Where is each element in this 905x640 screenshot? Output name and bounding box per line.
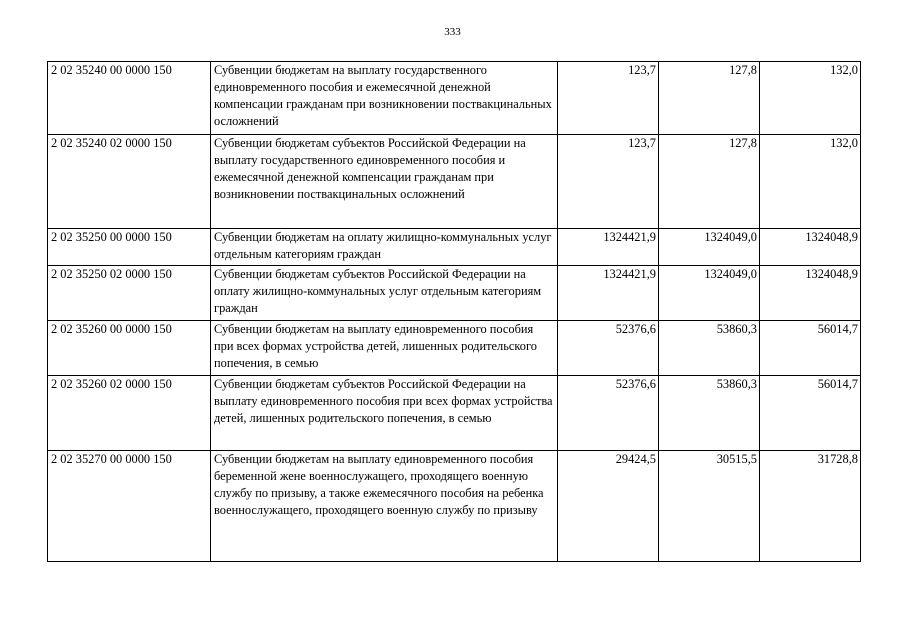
row-code: 2 02 35250 02 0000 150 [48, 266, 211, 321]
row-value-1: 123,7 [558, 135, 659, 229]
row-value-1: 123,7 [558, 62, 659, 135]
table-row [48, 321, 861, 376]
row-value-1: 1324421,9 [558, 229, 659, 266]
row-value-3: 1324048,9 [760, 266, 861, 321]
row-code: 2 02 35240 00 0000 150 [48, 62, 211, 135]
table-row [48, 451, 861, 562]
row-value-2: 30515,5 [659, 451, 760, 562]
row-name: Субвенции бюджетам на оплату жилищно-коммунальных услуг отдельным категориям граждан [211, 229, 558, 266]
row-value-1: 52376,6 [558, 376, 659, 451]
table-row [48, 62, 861, 135]
row-value-2: 1324049,0 [659, 266, 760, 321]
row-value-2: 53860,3 [659, 321, 760, 376]
row-value-3: 56014,7 [760, 376, 861, 451]
row-value-2: 127,8 [659, 62, 760, 135]
table-row [48, 266, 861, 321]
row-code: 2 02 35270 00 0000 150 [48, 451, 211, 562]
row-value-1: 29424,5 [558, 451, 659, 562]
row-name: Субвенции бюджетам субъектов Российской Федерации на выплату единовременного пособия при всех формах устройства детей, лишенных родительского попечения, в семью [211, 376, 558, 451]
row-name: Субвенции бюджетам на выплату единовременного пособия беременной жене военнослужащего, проходящего военную службу по призыву, а также ежемесячного пособия на ребенка военнослужащего, проходящего военную службу по призыву [211, 451, 558, 562]
row-value-3: 1324048,9 [760, 229, 861, 266]
row-value-1: 52376,6 [558, 321, 659, 376]
row-name: Субвенции бюджетам на выплату единовременного пособия при всех формах устройства детей, лишенных родительского попечения, в семью [211, 321, 558, 376]
row-value-3: 132,0 [760, 135, 861, 229]
table-row [48, 376, 861, 451]
table-row [48, 135, 861, 229]
row-code: 2 02 35250 00 0000 150 [48, 229, 211, 266]
row-value-2: 127,8 [659, 135, 760, 229]
row-value-3: 31728,8 [760, 451, 861, 562]
row-value-2: 53860,3 [659, 376, 760, 451]
row-code: 2 02 35260 00 0000 150 [48, 321, 211, 376]
row-name: Субвенции бюджетам на выплату государственного единовременного пособия и ежемесячной денежной компенсации гражданам при возникновении поствакцинальных осложнений [211, 62, 558, 135]
row-code: 2 02 35240 02 0000 150 [48, 135, 211, 229]
row-name: Субвенции бюджетам субъектов Российской Федерации на оплату жилищно-коммунальных услуг отдельным категориям граждан [211, 266, 558, 321]
row-value-2: 1324049,0 [659, 229, 760, 266]
page-number: 333 [444, 26, 461, 38]
row-value-3: 56014,7 [760, 321, 861, 376]
row-name: Субвенции бюджетам субъектов Российской Федерации на выплату государственного единовременного пособия и ежемесячной денежной компенсации гражданам при возникновении поствакцинальных осложнений [211, 135, 558, 229]
row-value-3: 132,0 [760, 62, 861, 135]
budget-table [47, 61, 861, 562]
table-row [48, 229, 861, 266]
row-value-1: 1324421,9 [558, 266, 659, 321]
row-code: 2 02 35260 02 0000 150 [48, 376, 211, 451]
